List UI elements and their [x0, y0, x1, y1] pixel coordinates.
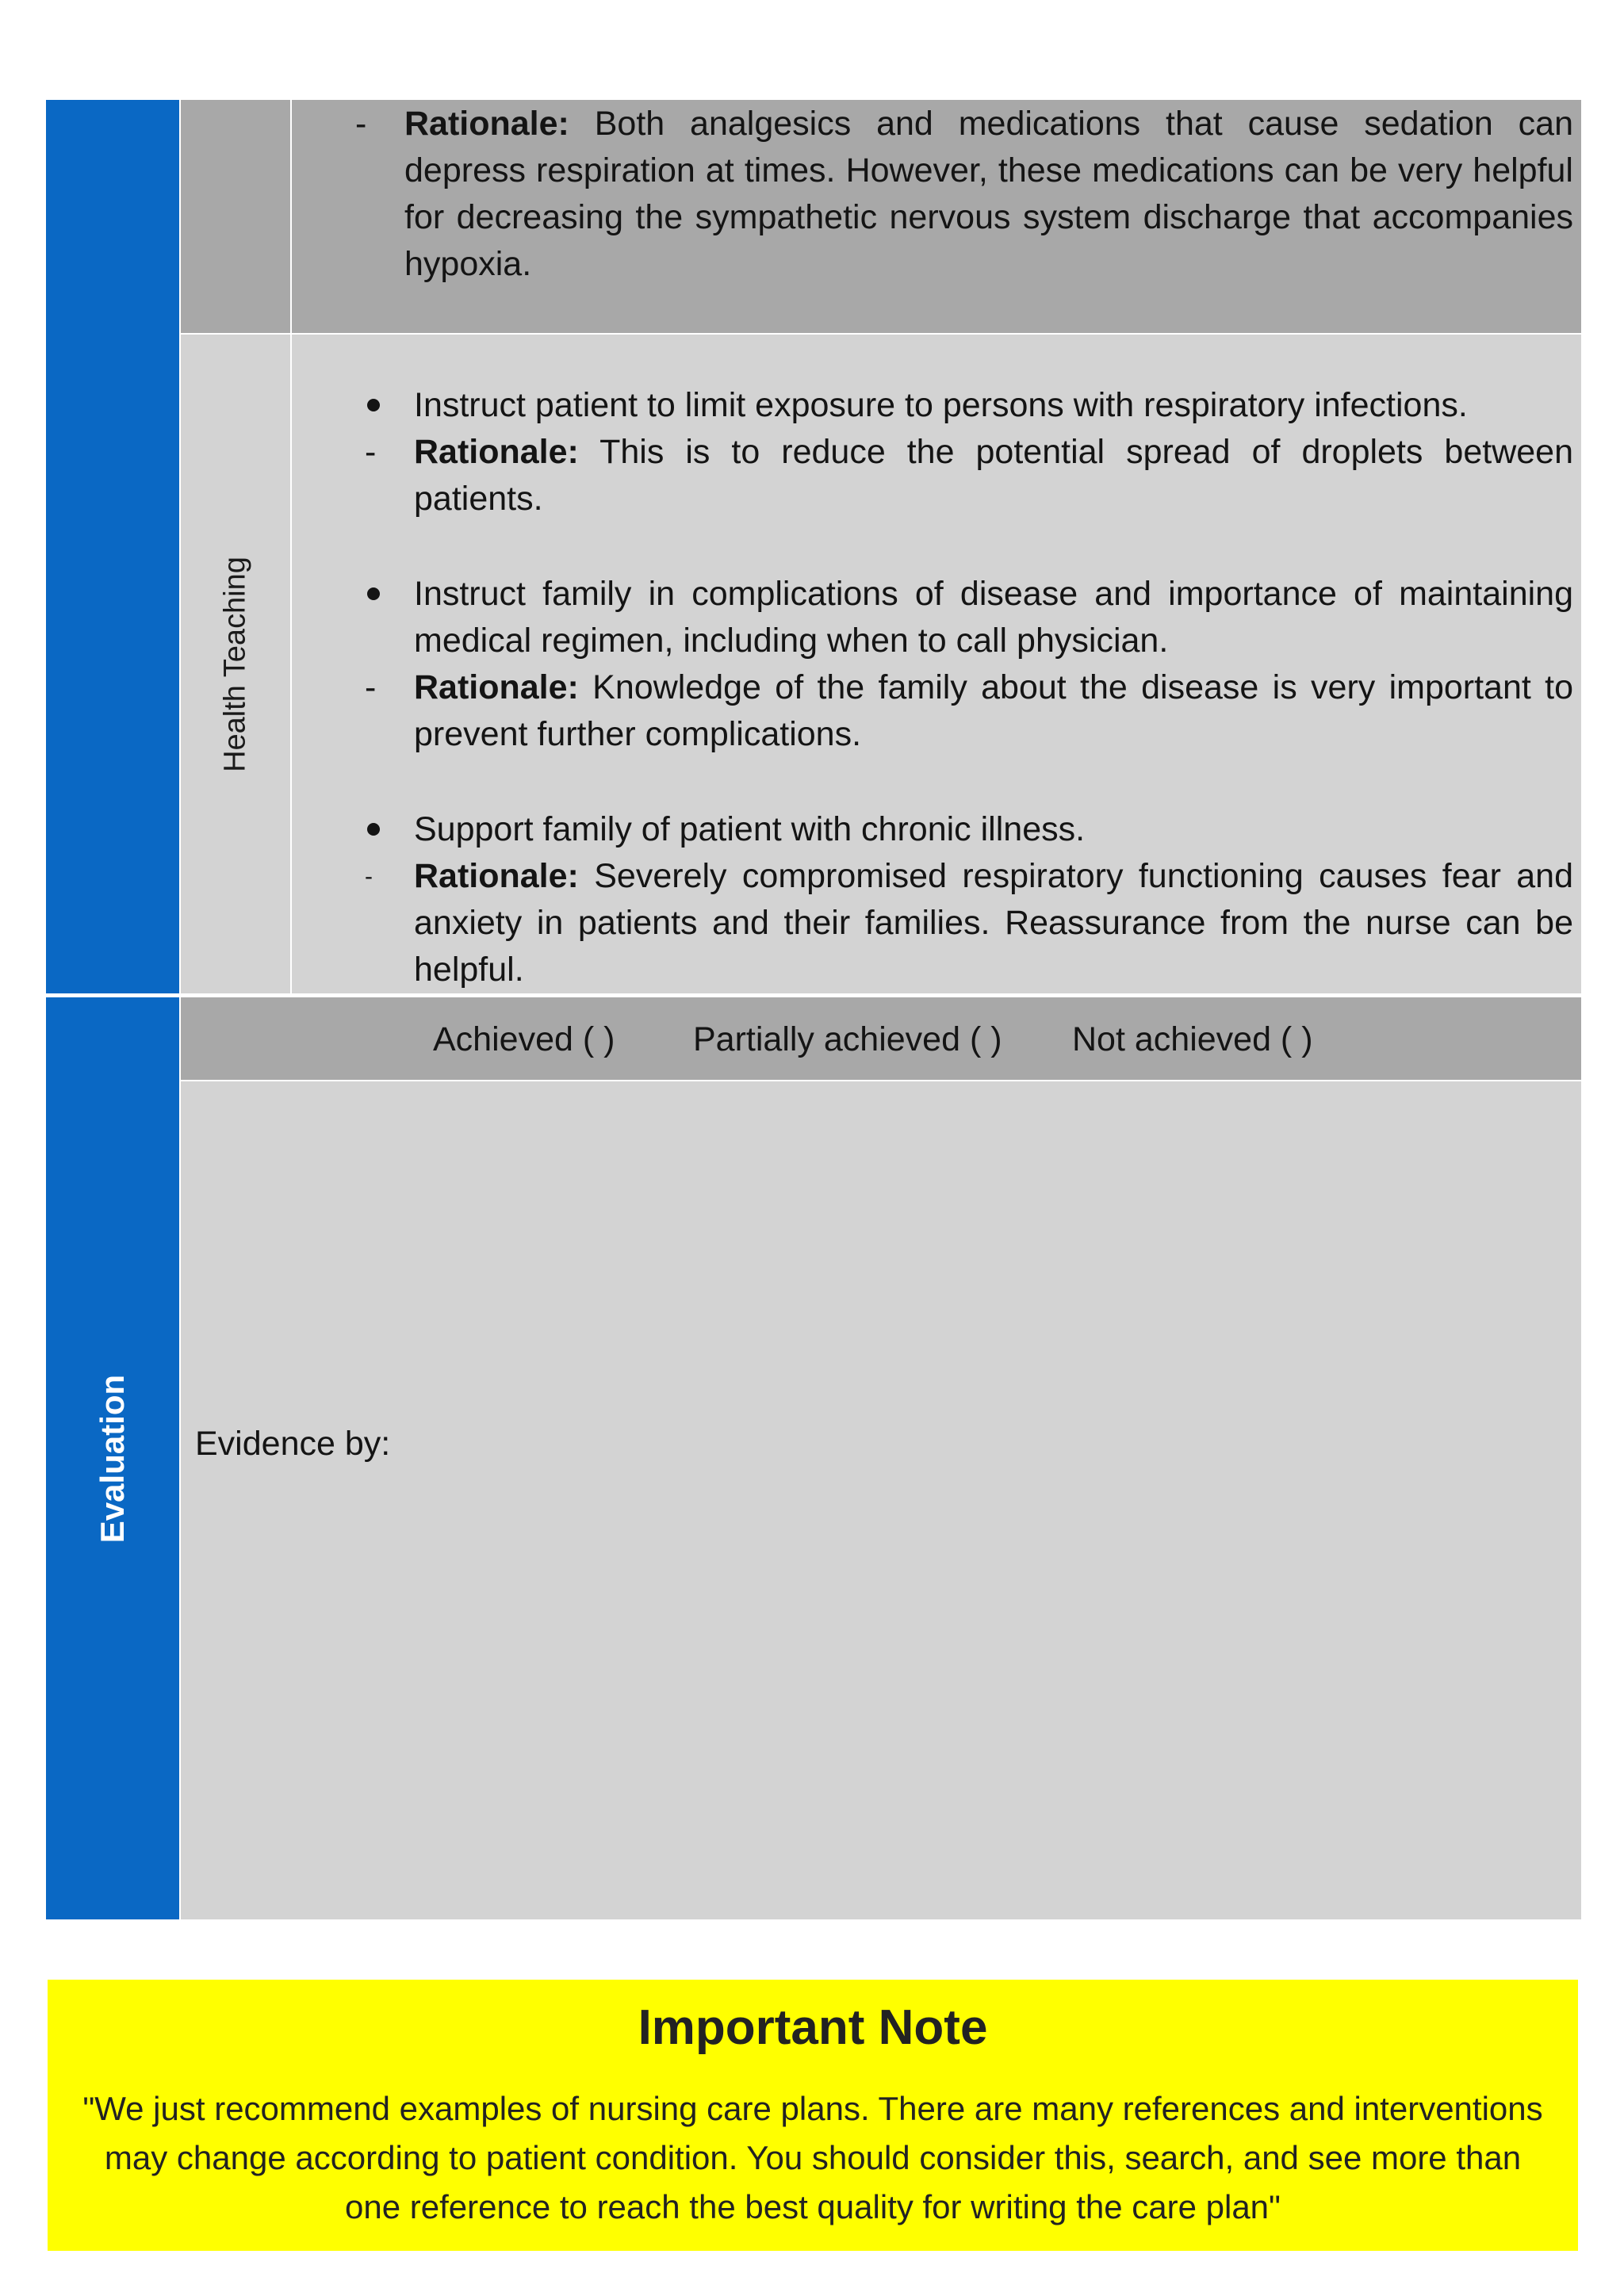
rationale-dash: - — [365, 668, 377, 706]
rationale-label: Rationale: — [414, 668, 579, 706]
health-teaching-rationale-1 — [414, 429, 1573, 522]
rationale-dash: - — [365, 433, 377, 471]
partially-achieved-option[interactable]: Partially achieved ( ) — [693, 1020, 1002, 1058]
health-teaching-label-cell — [181, 335, 290, 993]
health-teaching-item-3: Support family of patient with chronic illness. — [414, 810, 1086, 848]
health-teaching-item-2: Instruct family in complications of disease and importance of maintaining medical regimen, including when to call physician. — [414, 575, 1573, 660]
top-row-label-cell — [181, 100, 290, 333]
rationale-label: Rationale: — [414, 433, 579, 471]
evidence-label: Evidence by: — [195, 1425, 391, 1463]
achieved-option[interactable]: Achieved ( ) — [433, 1020, 615, 1058]
bullet-icon — [367, 399, 380, 411]
bullet-icon — [367, 823, 380, 836]
bullet-icon — [367, 587, 380, 600]
important-note-body: "We just recommend examples of nursing care plans. There are many references and interventions may change according to patient condition. You should consider this, search, and see more than one reference to reach the best quality for writing the care plan" — [82, 2090, 1543, 2225]
health-teaching-label: Health Teaching — [218, 556, 252, 772]
evaluation-evidence-area[interactable] — [181, 1081, 1581, 1919]
health-teaching-item-1: Instruct patient to limit exposure to persons with respiratory infections. — [414, 386, 1468, 424]
not-achieved-option[interactable]: Not achieved ( ) — [1072, 1020, 1313, 1058]
rationale-dash: - — [365, 863, 373, 890]
top-rationale-dash: - — [355, 105, 367, 143]
health-teaching-rationale-3 — [414, 853, 1573, 993]
top-rationale-paragraph — [404, 101, 1573, 288]
rationale-label: Rationale: — [414, 857, 579, 895]
evaluation-label: Evaluation — [94, 1374, 131, 1543]
important-note-title: Important Note — [638, 2000, 988, 2055]
rationale-text: Severely compromised respiratory functioning causes fear and anxiety in patients and their families. Reassurance from the nurse can be helpful. — [414, 857, 1573, 989]
important-note-box — [48, 1980, 1578, 2251]
rationale-text: This is to reduce the potential spread of droplets between patients. — [414, 433, 1573, 518]
evaluation-side-band — [46, 997, 179, 1919]
health-teaching-rationale-2 — [414, 664, 1573, 758]
section-side-band-top — [46, 100, 179, 993]
rationale-label: Rationale: — [404, 105, 569, 143]
rationale-text: Knowledge of the family about the disease is very important to prevent further complications. — [414, 668, 1573, 753]
rationale-text: Both analgesics and medications that cause sedation can depress respiration at times. However, these medications can be very helpful for decreasing the sympathetic nervous system discharge that accompanies hypoxia. — [404, 105, 1573, 283]
